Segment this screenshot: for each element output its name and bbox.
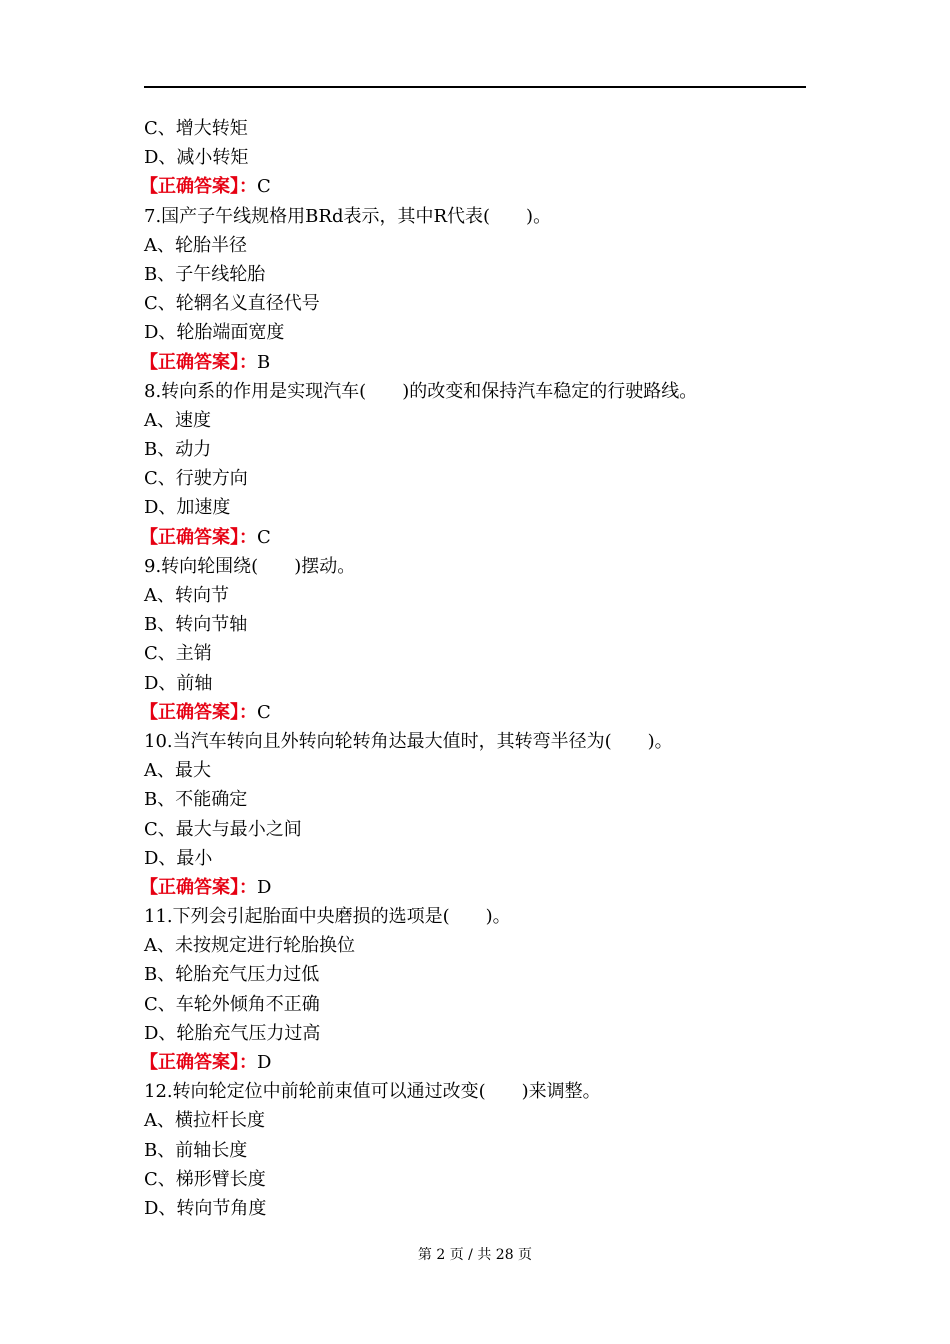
option-b: B、子午线轮胎 (144, 263, 266, 285)
option-d: D、转向节角度 (144, 1197, 267, 1219)
question-stem: 7.国产子午线规格用BRd表示，其中R代表( )。 (144, 205, 552, 227)
option-d: D、前轴 (144, 672, 213, 694)
answer-line (140, 348, 824, 377)
answer-label: 【正确答案】： (140, 526, 257, 548)
answer-label: 【正确答案】： (140, 701, 257, 723)
question-stem: 12.转向轮定位中前轮前束值可以通过改变( )来调整。 (144, 1081, 601, 1103)
answer-label: 【正确答案】： (140, 351, 257, 373)
question-stem: 11.下列会引起胎面中央磨损的选项是( )。 (144, 906, 511, 928)
option-b: B、轮胎充气压力过低 (144, 964, 320, 986)
option-b: B、不能确定 (144, 789, 248, 811)
answer-value: C (257, 176, 271, 198)
option-b: B、转向节轴 (144, 614, 248, 636)
answer-label: 【正确答案】： (140, 1052, 257, 1073)
answer-line (140, 873, 824, 902)
option-c: C、车轮外倾角不正确 (144, 993, 320, 1015)
option-c: C、最大与最小之间 (144, 818, 302, 840)
option-d: D、轮胎充气压力过高 (144, 1022, 321, 1044)
answer-value: C (257, 526, 271, 548)
option-c: C、行驶方向 (144, 468, 248, 490)
option-a: A、轮胎半径 (144, 234, 247, 256)
option-b: B、前轴长度 (144, 1139, 248, 1161)
answer-line (140, 172, 824, 201)
option-c: C、梯形臂长度 (144, 1168, 266, 1190)
page-content (140, 114, 824, 1223)
answer-value: D (257, 1052, 272, 1073)
question-stem: 9.转向轮围绕( )摆动。 (144, 555, 356, 577)
answer-line (140, 698, 824, 727)
answer-label: 【正确答案】： (140, 176, 257, 198)
option-b: B、动力 (144, 439, 212, 461)
answer-value: D (257, 876, 272, 898)
answer-line (140, 523, 824, 552)
question-stem: 10.当汽车转向且外转向轮转角达最大值时，其转弯半径为( )。 (144, 730, 673, 752)
option-d: D、最小 (144, 847, 213, 869)
option-c: C、轮辋名义直径代号 (144, 293, 320, 315)
option-a: A、速度 (144, 409, 211, 431)
answer-line (140, 1048, 824, 1077)
option-d: D、加速度 (144, 497, 231, 519)
option-c: C、主销 (144, 643, 212, 665)
option-a: A、未按规定进行轮胎换位 (144, 935, 355, 957)
option-d: D、轮胎端面宽度 (144, 322, 285, 344)
answer-value: B (257, 351, 271, 373)
option-a: A、横拉杆长度 (144, 1110, 265, 1132)
header-rule (144, 86, 806, 88)
answer-value: C (257, 701, 271, 723)
option-a: A、最大 (144, 760, 211, 782)
question-stem: 8.转向系的作用是实现汽车( )的改变和保持汽车稳定的行驶路线。 (144, 380, 698, 402)
option-c: C、增大转矩 (144, 118, 248, 139)
page-footer: 第 2 页 / 共 28 页 (417, 1247, 533, 1263)
answer-label: 【正确答案】： (140, 876, 257, 898)
option-a: A、转向节 (144, 585, 229, 606)
option-d: D、减小转矩 (144, 147, 249, 169)
